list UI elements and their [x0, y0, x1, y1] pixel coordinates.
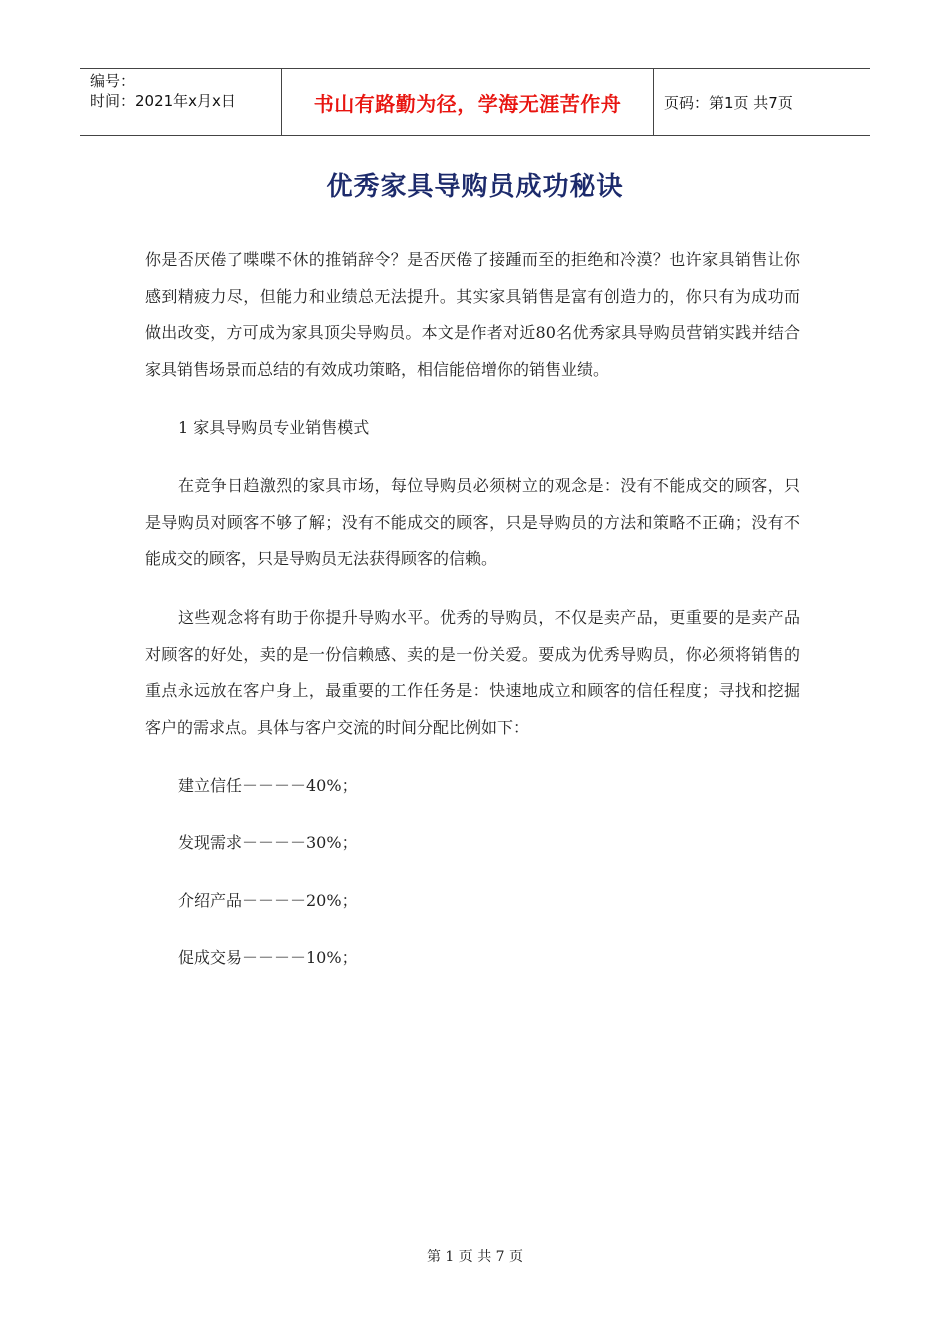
header-page-label: 页码：第1页 共7页 [664, 93, 793, 112]
section-heading: 1 家具导购员专业销售模式 [178, 418, 370, 437]
header-table [80, 68, 870, 136]
document-title: 优秀家具导购员成功秘诀 [326, 172, 624, 202]
body-paragraph: 在竞争日趋激烈的家具市场，每位导购员必须树立的观念是：没有不能成交的顾客，只是导购员对顾客不够了解；没有不能成交的顾客，只是导购员的方法和策略不正确；没有不能成交的顾客，只是导购员无法获得顾客的信赖。 [145, 476, 800, 568]
document-time-label: 时间：2021年x月x日 [90, 92, 236, 110]
allocation-item: 介绍产品－－－－20%； [178, 891, 358, 910]
page-footer: 第 1 页 共 7 页 [426, 1249, 524, 1265]
header-motto: 书山有路勤为径，学海无涯苦作舟 [281, 69, 654, 135]
allocation-item: 促成交易－－－－10%； [178, 948, 358, 967]
allocation-item: 发现需求－－－－30%； [178, 833, 358, 852]
document-number-label: 编号： [90, 72, 136, 90]
allocation-item: 建立信任－－－－40%； [178, 776, 358, 795]
intro-paragraph: 你是否厌倦了喋喋不休的推销辞令？是否厌倦了接踵而至的拒绝和冷漠？也许家具销售让你感到精疲力尽，但能力和业绩总无法提升。其实家具销售是富有创造力的，你只有为成功而做出改变，方可成为家具顶尖导购员。本文是作者对近80名优秀家具导购员营销实践并结合家具销售场景而总结的有效成功策略，相信能倍增你的销售业绩。 [145, 250, 800, 379]
header-info-cell [80, 69, 281, 135]
body-paragraph: 这些观念将有助于你提升导购水平。优秀的导购员，不仅是卖产品，更重要的是卖产品对顾客的好处，卖的是一份信赖感、卖的是一份关爱。要成为优秀导购员，你必须将销售的重点永远放在客户身上，最重要的工作任务是：快速地成立和顾客的信任程度；寻找和挖掘客户的需求点。具体与客户交流的时间分配比例如下： [145, 608, 800, 737]
